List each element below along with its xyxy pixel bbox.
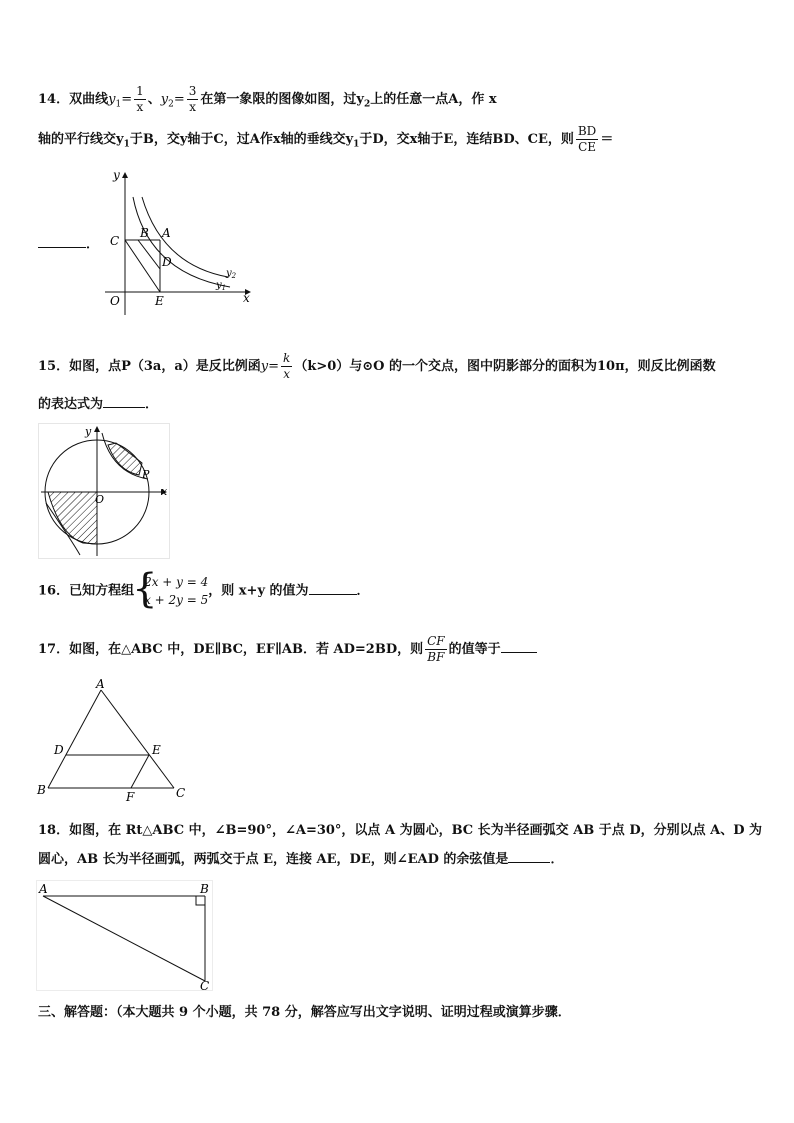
q14-line2-text3: 于D，交x轴于E，连结BD、CE，则 <box>359 132 574 147</box>
q17-label-F: F <box>126 790 135 804</box>
q14-blank-end: ． <box>86 237 100 252</box>
q14-frac2-num: 3 <box>188 84 197 98</box>
q14-line1 <box>38 84 497 115</box>
q14-answer-line <box>38 238 99 251</box>
q14-frac1 <box>134 84 146 115</box>
q17-label-D: D <box>54 743 64 757</box>
q15-func-den: x <box>283 367 291 381</box>
q15-blank <box>103 407 145 408</box>
q14-label-O: O <box>110 294 120 308</box>
q17-frac-den: BF <box>427 650 445 664</box>
q14-ratio <box>576 124 598 155</box>
q14-ratio-den: CE <box>578 140 597 154</box>
q15-func-num: k <box>283 351 291 365</box>
q14-frac2 <box>187 84 199 115</box>
q15-blank-end: ． <box>145 397 159 412</box>
q14-label-x: x <box>243 291 250 305</box>
section3-text: 三、解答题：（本大题共 9 个小题，共 78 分，解答应写出文字说明、证明过程或演算步骤． <box>38 1005 571 1020</box>
q15-line2-text: 的表达式为 <box>38 397 104 412</box>
q18-blank <box>508 862 550 863</box>
q14-ratio-num: BD <box>577 124 597 138</box>
q14-label-y: y <box>113 168 120 182</box>
q18-line1 <box>38 824 762 837</box>
q15-func-frac <box>281 351 292 382</box>
q17-label-C: C <box>176 786 186 800</box>
q16-eq2: x + 2y = 5 <box>144 593 209 607</box>
q14-line2-y1: y <box>116 132 124 147</box>
q14-y2-ref: y <box>356 92 364 107</box>
q15-text2: （k>0）与⊙O 的一个交点，图中阴影部分的面积为10π，则反比例函数 <box>294 359 716 374</box>
q14-line2-text: 轴的平行线交 <box>38 132 117 147</box>
q16-text: 16．已知方程组 <box>38 583 135 599</box>
q17-text2: 的值等于 <box>448 642 501 657</box>
q18-frame <box>37 881 213 991</box>
q17-line-AC <box>101 690 174 788</box>
q14-frac2-den: x <box>189 100 196 114</box>
q14-frac1-num: 1 <box>136 84 144 98</box>
q18-text2: 圆心，AB 长为半径画弧，两弧交于点 E，连接 AE，DE，则∠EAD 的余弦值是 <box>38 852 509 867</box>
q18-label-A: A <box>39 882 48 896</box>
q14-line2-y1b: y <box>345 132 354 147</box>
q15-line2 <box>38 398 158 411</box>
q14-eq1: = <box>121 92 133 107</box>
q17-line-EF <box>131 755 149 788</box>
q18-right-angle <box>196 896 205 905</box>
q15-line1 <box>38 351 716 382</box>
q18-line2 <box>38 853 563 866</box>
q14-label-A: A <box>162 226 171 240</box>
q15-label-y: y <box>85 425 92 438</box>
q18-text: 18．如图，在 Rt△ABC 中，∠B=90°，∠A=30°，以点 A 为圆心，BC 长为半径画弧交 AB 于点 D，分别以点 A、D 为 <box>38 823 763 838</box>
q14-line2-y1-sub: 1 <box>123 139 130 150</box>
q18-blank-end: ． <box>550 852 564 867</box>
q17-line <box>38 634 537 665</box>
q14-y2: y <box>160 92 169 107</box>
q14-ratio-eq: ＝ <box>600 132 614 147</box>
q14-y1-sub: 1 <box>115 99 122 110</box>
q16-line <box>38 573 370 609</box>
q14-line2-text2: 于B，交y轴于C，过A作x轴的垂线交 <box>129 132 346 147</box>
q18-figure <box>36 880 216 992</box>
q18-label-C: C <box>200 979 210 992</box>
q14-y2-ref-sub: 2 <box>363 99 371 110</box>
q14-blank <box>38 247 86 248</box>
q17-label-B: B <box>37 783 46 797</box>
q14-label-B: B <box>140 226 149 240</box>
q17-label-E: E <box>152 743 161 757</box>
q14-label-D: D <box>162 255 172 269</box>
q17-line-AB <box>48 690 101 788</box>
q14-label-C: C <box>110 234 120 248</box>
q14-number: 14． <box>38 92 70 107</box>
q15-frame <box>39 424 170 559</box>
q14-text: 双曲线 <box>69 92 109 107</box>
q14-label-y2: $y_2$ <box>226 268 237 280</box>
q14-curve-y2 <box>142 197 228 277</box>
q14-y2-sub: 2 <box>168 99 174 110</box>
q15-label-P: P <box>142 468 150 481</box>
q17-text: 17．如图，在△ABC 中，DE∥BC，EF∥AB．若 AD=2BD，则 <box>38 642 424 657</box>
q17-blank <box>501 652 537 653</box>
q15-shade-lower <box>48 492 97 544</box>
q16-system <box>134 573 208 609</box>
q14-y1: y <box>108 92 116 107</box>
q17-figure <box>34 676 194 804</box>
q14-line2-y1b-sub: 1 <box>353 139 360 150</box>
q15-label-x: x <box>161 485 168 498</box>
q15-figure <box>38 423 170 559</box>
q17-frac <box>425 634 447 665</box>
q14-eq2: = <box>173 92 185 107</box>
section3-heading <box>38 1006 571 1019</box>
q14-frac1-den: x <box>136 100 144 114</box>
q17-frac-num: CF <box>427 634 445 648</box>
q14-line2 <box>38 124 613 155</box>
q16-blank-end: ． <box>356 583 370 599</box>
q14-text2: 在第一象限的图像如图，过 <box>200 92 357 107</box>
q16-text2: ，则 x+y 的值为 <box>208 583 309 599</box>
q14-line-CE <box>125 240 160 292</box>
q18-label-B: B <box>200 882 209 896</box>
q15-text: 15．如图，点P（3a，a）是反比例函 <box>38 359 261 374</box>
q14-label-E: E <box>155 294 164 308</box>
q15-func-y: y <box>260 359 269 374</box>
q14-sep: 、 <box>147 92 161 107</box>
q14-figure <box>100 165 260 320</box>
q15-func-eq: = <box>268 359 280 374</box>
q14-label-y1: $y_1$ <box>216 280 227 292</box>
q17-label-A: A <box>96 677 105 691</box>
q18-line-AC <box>43 896 205 981</box>
q16-eq1: { 2x + y = 4 <box>144 575 209 589</box>
q15-label-O: O <box>95 493 105 506</box>
q16-blank <box>309 594 357 595</box>
q14-text3: 上的任意一点A，作 x <box>370 92 497 107</box>
